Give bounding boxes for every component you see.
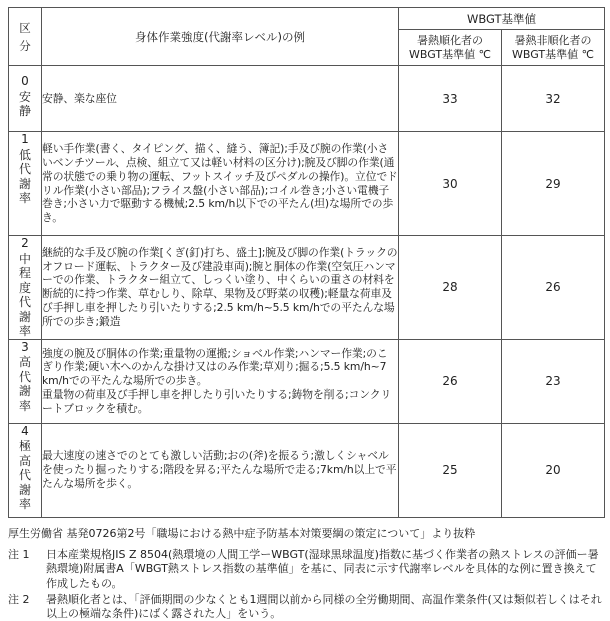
acclimatized-value: 30 <box>399 132 502 236</box>
intensity-description: 最大速度の速さでのとても激しい活動;おの(斧)を振るう;激しくシャベルを使ったり掘ったりする;階段を昇る;平たんな場所で走る;7km/h以上で平たんな場所を歩く。 <box>42 423 399 517</box>
kubun-cell <box>9 423 42 517</box>
header-wbgt-group: WBGT基準値 <box>399 8 605 30</box>
acclimatized-value: 25 <box>399 423 502 517</box>
kubun-number: 0 <box>21 74 29 88</box>
table-row <box>9 423 605 517</box>
kubun-label: 高 代 謝 率 <box>18 355 31 413</box>
header-intensity: 身体作業強度(代謝率レベル)の例 <box>42 8 399 66</box>
header-non-acclimatized: 暑熱非順化者の WBGT基準値 ℃ <box>502 30 605 66</box>
intensity-description: 強度の腕及び胴体の作業;重量物の運搬;ショベル作業;ハンマー作業;のこぎり作業;硬い木へのかんな掛け又はのみ作業;草刈り;掘る;5.5 km/h~7 km/hでの平たんな場所での歩き。 重量物の荷車及び手押し車を押したり引いたりする;鋳物を削る;コンクリートブロックを積む。 <box>42 339 399 423</box>
kubun-label: 低 代 謝 率 <box>18 147 31 205</box>
non-acclimatized-value: 23 <box>502 339 605 423</box>
intensity-description: 継続的な手及び腕の作業[くぎ(釘)打ち、盛土];腕及び脚の作業(トラックのオフロード運転、トラクター及び建設車両);腕と胴体の作業(空気圧ハンマーでの作業、トラクター組立て、しっくい塗り、中くらいの重さの材料を断続的に持つ作業、草むしり、除草、果物及び野菜の収穫);軽量な荷車及び手押し車を押したり引いたりする;2.5 km/h~5.5 km/hでの平たんな場所での歩き;鍛造 <box>42 236 399 340</box>
kubun-number: 4 <box>21 423 29 438</box>
note-2-tag: 注 2 <box>8 592 30 606</box>
note-2 <box>8 593 604 621</box>
kubun-number: 3 <box>21 339 29 354</box>
table-row <box>9 339 605 423</box>
kubun-number: 2 <box>21 236 29 250</box>
notes-section <box>8 527 604 621</box>
acclimatized-value: 33 <box>399 66 502 132</box>
note-1-tag: 注 1 <box>8 548 30 562</box>
kubun-label: 安 静 <box>18 89 31 118</box>
table-row <box>9 132 605 236</box>
non-acclimatized-value: 32 <box>502 66 605 132</box>
non-acclimatized-value: 20 <box>502 423 605 517</box>
header-acclimatized: 暑熱順化者の WBGT基準値 ℃ <box>399 30 502 66</box>
kubun-cell <box>9 66 42 132</box>
kubun-number: 1 <box>21 132 29 146</box>
kubun-label: 極 高 代 謝 率 <box>18 439 31 511</box>
acclimatized-value: 26 <box>399 339 502 423</box>
kubun-cell <box>9 132 42 236</box>
note-1 <box>8 548 604 591</box>
wbgt-reference-table <box>8 7 605 518</box>
header-kubun: 区 分 <box>9 8 42 66</box>
non-acclimatized-value: 29 <box>502 132 605 236</box>
non-acclimatized-value: 26 <box>502 236 605 340</box>
kubun-label: 中 程 度 代 謝 率 <box>18 251 31 338</box>
kubun-cell <box>9 236 42 340</box>
kubun-cell <box>9 339 42 423</box>
note-1-text: 日本産業規格JIS Z 8504(熱環境の人間工学ーWBGT(湿球黒球温度)指数に基づく作業者の熱ストレスの評価ー暑熱環境)附属書A「WBGT熱ストレス指数の基準値」を基に、同表に示す代謝率レベルを具体的な例に置き換えて作成したもの。 <box>46 548 599 590</box>
table-row <box>9 236 605 340</box>
intensity-description: 安静、楽な座位 <box>42 66 399 132</box>
source-citation: 厚生労働省 基発0726第2号「職場における熱中症予防基本対策要綱の策定について」より抜粋 <box>8 527 476 540</box>
table-row <box>9 66 605 132</box>
acclimatized-value: 28 <box>399 236 502 340</box>
note-2-text: 暑熱順化者とは、「評価期間の少なくとも1週間以前から同様の全労働期間、高温作業条件(又は類似若しくはそれ以上の極端な条件)にばく露された人」をいう。 <box>46 592 602 621</box>
intensity-description: 軽い手作業(書く、タイピング、描く、縫う、簿記);手及び腕の作業(小さいベンチツール、点検、組立て又は軽い材料の区分け);腕及び脚の作業(通常の状態での乗り物の運転、フットスイッチ及びペダルの操作)。立位でドリル作業(小さい部品);フライス盤(小さい部品);コイル巻き;小さい電機子巻き;小さい力で駆動する機械;2.5 km/h以下での平たん(坦)な場所での歩き。 <box>42 132 399 236</box>
